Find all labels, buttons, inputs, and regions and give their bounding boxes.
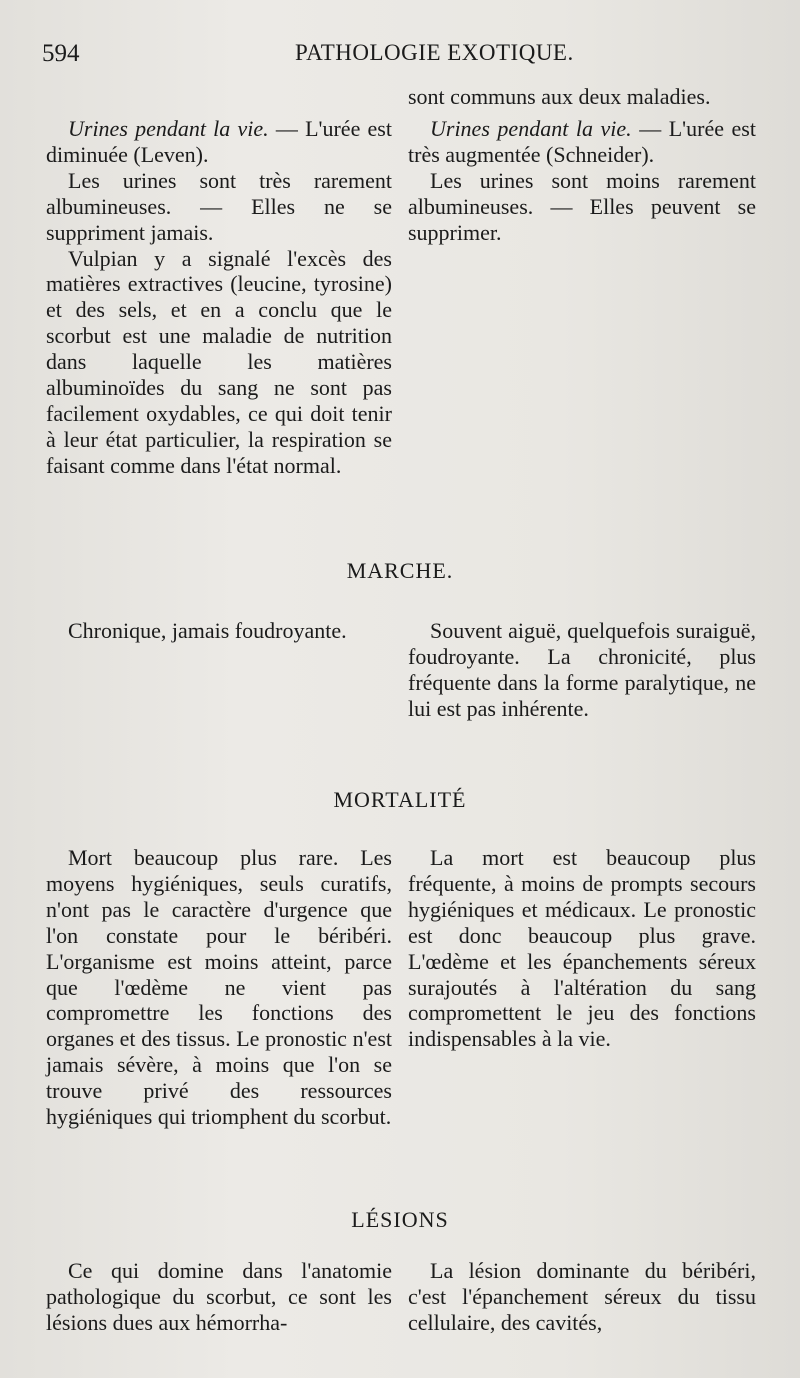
urine-text-right: — L'urée est très augmentée (Schneider).	[408, 116, 756, 167]
marche-left-text: Chronique, jamais foudroyante.	[68, 618, 347, 643]
lesions-left-text: Ce qui domine dans l'anatomie pathologique du scorbut, ce sont les lésions dues aux hémorrha-	[46, 1258, 392, 1335]
mortalite-left	[46, 845, 392, 1130]
left-column-urines	[46, 116, 392, 479]
right-column-continuation	[408, 84, 756, 110]
continuation-line: sont communs aux deux maladies.	[408, 84, 711, 109]
urine-paragraph-right	[408, 116, 756, 168]
urine-title-left: Urines pendant la vie.	[68, 116, 269, 141]
lesions-right	[408, 1258, 756, 1336]
lesions-right-text: La lésion dominante du béribéri, c'est l'épanchement séreux du tissu cellulaire, des cavités,	[408, 1258, 756, 1335]
marche-left	[46, 618, 392, 644]
mortalite-left-text: Mort beaucoup plus rare. Les moyens hygiéniques, seuls curatifs, n'ont pas le caractère d'urgence que l'on constate pour le béribéri. L'organisme est moins atteint, parce que l'œdème ne vient pas compromettre les fonctions des organes et des tissus. Le pronostic n'est jamais sévère, à moins que l'on se trouve privé des ressources hygiéniques qui triomphent du scorbut.	[46, 845, 392, 1130]
vulpian-paragraph: Vulpian y a signalé l'excès des matières extractives (leucine, tyrosine) et des sels, et en a conclu que le scorbut est une maladie de nutrition dans laquelle les matières albuminoïdes du sang ne sont pas facilement oxydables, ce qui doit tenir à leur état particulier, la respiration se faisant comme dans l'état normal.	[46, 245, 392, 478]
right-column-urines	[408, 116, 756, 246]
urine-albumin-left: Les urines sont très rarement albumineuses. — Elles ne se suppriment jamais.	[46, 167, 392, 245]
urine-text-left: — L'urée est diminuée (Leven).	[46, 116, 392, 167]
section-heading-marche: MARCHE.	[346, 558, 454, 583]
urine-albumin-right: Les urines sont moins rarement albumineuses. — Elles peuvent se supprimer.	[408, 167, 756, 245]
running-head	[40, 36, 760, 76]
marche-right	[408, 618, 756, 722]
lesions-left	[46, 1258, 392, 1336]
section-heading-mortalite: MORTALITÉ	[333, 787, 467, 812]
urine-paragraph-left	[46, 116, 392, 168]
mortalite-right	[408, 845, 756, 1052]
marche-right-text: Souvent aiguë, quelquefois suraiguë, foudroyante. La chronicité, plus fréquente dans la forme paralytique, ne lui est pas inhérente.	[408, 618, 756, 721]
urine-title-right: Urines pendant la vie.	[430, 116, 632, 141]
running-title: PATHOLOGIE EXOTIQUE.	[295, 40, 574, 65]
mortalite-right-text: La mort est beaucoup plus fréquente, à moins de prompts secours hygiéniques et médicaux. Le pronostic est donc beaucoup plus grave. L'œdème et les épanchements séreux surajoutés à l'altération du sang compromettent le jeu des fonctions indispensables à la vie.	[408, 845, 756, 1052]
section-heading-lesions: LÉSIONS	[351, 1207, 449, 1232]
page-number: 594	[42, 40, 80, 67]
